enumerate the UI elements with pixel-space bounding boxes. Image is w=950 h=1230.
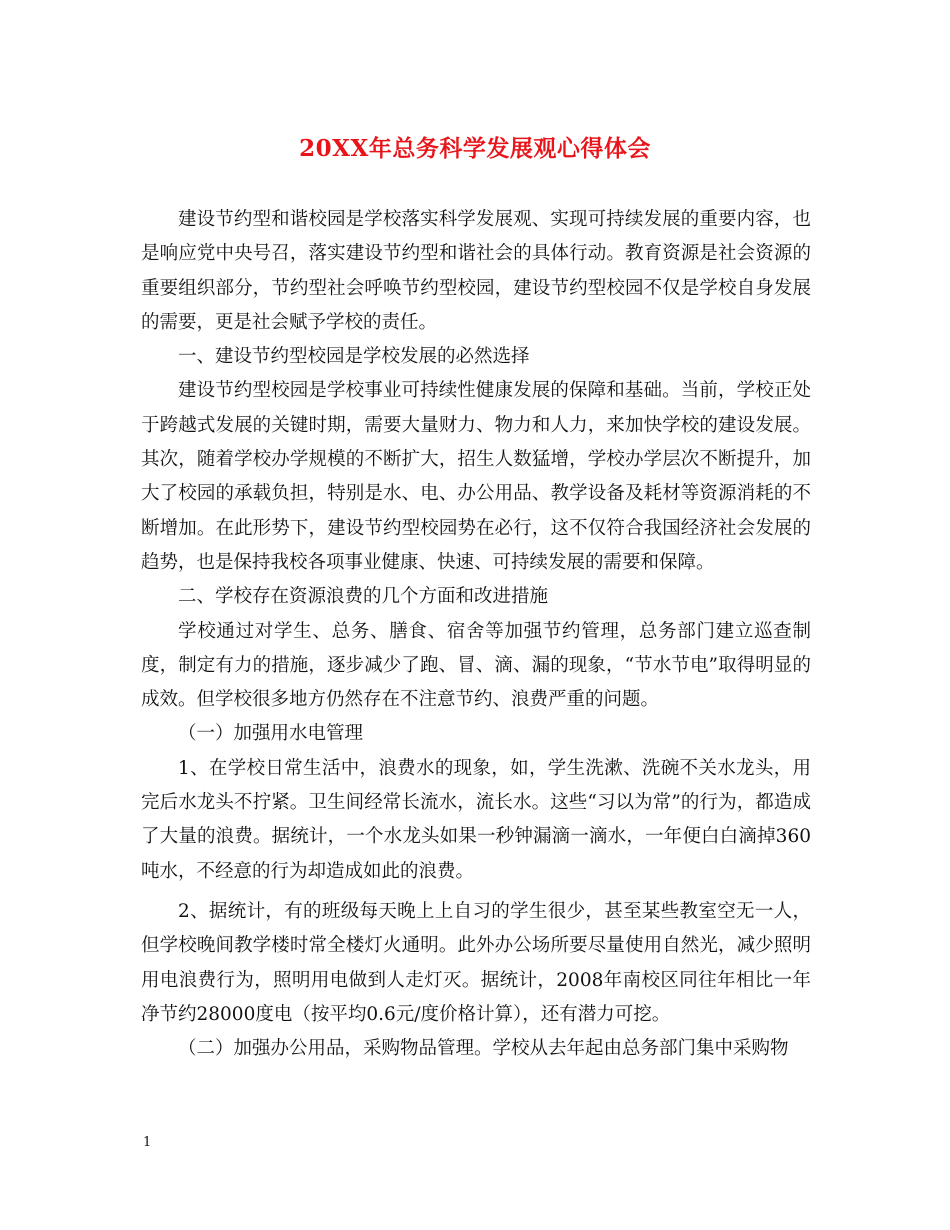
paragraph-section-1: 建设节约型校园是学校事业可持续性健康发展的保障和基础。当前，学校正处于跨越式发展的关键时期，需要大量财力、物力和人力，来加快学校的建设发展。其次，随着学校办学规模的不断扩大，招生人数猛增，学校办学层次不断提升，加大了校园的承载负担，特别是水、电、办公用品、教学设备及耗材等资源消耗的不断增加。在此形势下，建设节约型校园势在必行，这不仅符合我国经济社会发展的趋势，也是保持我校各项事业健康、快速、可持续发展的需要和保障。 <box>141 380 811 573</box>
paragraph-intro: 建设节约型和谐校园是学校落实科学发展观、实现可持续发展的重要内容，也是响应党中央号召，落实建设节约型和谐社会的具体行动。教育资源是社会资源的重要组织部分，节约型社会呼唤节约型校园，建设节约型校园不仅是学校自身发展的需要，更是社会赋予学校的责任。 <box>141 209 811 333</box>
paragraph-water-waste: 1、在学校日常生活中，浪费水的现象，如，学生洗漱、洗碗不关水龙头，用完后水龙头不拧紧。卫生间经常长流水，流长水。这些“习以为常”的行为，都造成了大量的浪费。据统计，一个水龙头如果一秒钟漏滴一滴水，一年便白白滴掉360吨水，不经意的行为却造成如此的浪费。 <box>141 757 811 882</box>
section-heading-2: 二、学校存在资源浪费的几个方面和改进措施 <box>178 586 549 608</box>
paragraph-section-2: 学校通过对学生、总务、膳食、宿舍等加强节约管理，总务部门建立巡查制度，制定有力的措施，逐步减少了跑、冒、滴、漏的现象，“节水节电”取得明显的成效。但学校很多地方仍然存在不注意节约、浪费严重的问题。 <box>141 620 811 711</box>
subsection-heading-1: （一）加强用水电管理 <box>178 723 364 745</box>
paragraph-electricity-waste: 2、据统计，有的班级每天晚上上自习的学生很少，甚至某些教室空无一人，但学校晚间教学楼时常全楼灯火通明。此外办公场所要尽量使用自然光，减少照明用电浪费行为，照明用电做到人走灯灭。据统计，2008年南校区同往年相比一年净节约28000度电（按平均0.6元/度价格计算），还有潜力可挖。 <box>141 900 811 1025</box>
page-number: 1 <box>143 1135 152 1150</box>
section-heading-1: 一、建设节约型校园是学校发展的必然选择 <box>178 346 530 368</box>
document-title: 20XX年总务科学发展观心得体会 <box>299 135 651 162</box>
document-body <box>141 203 811 1066</box>
paragraph-office-supplies: （二）加强办公用品，采购物品管理。学校从去年起由总务部门集中采购物 <box>178 1038 789 1060</box>
